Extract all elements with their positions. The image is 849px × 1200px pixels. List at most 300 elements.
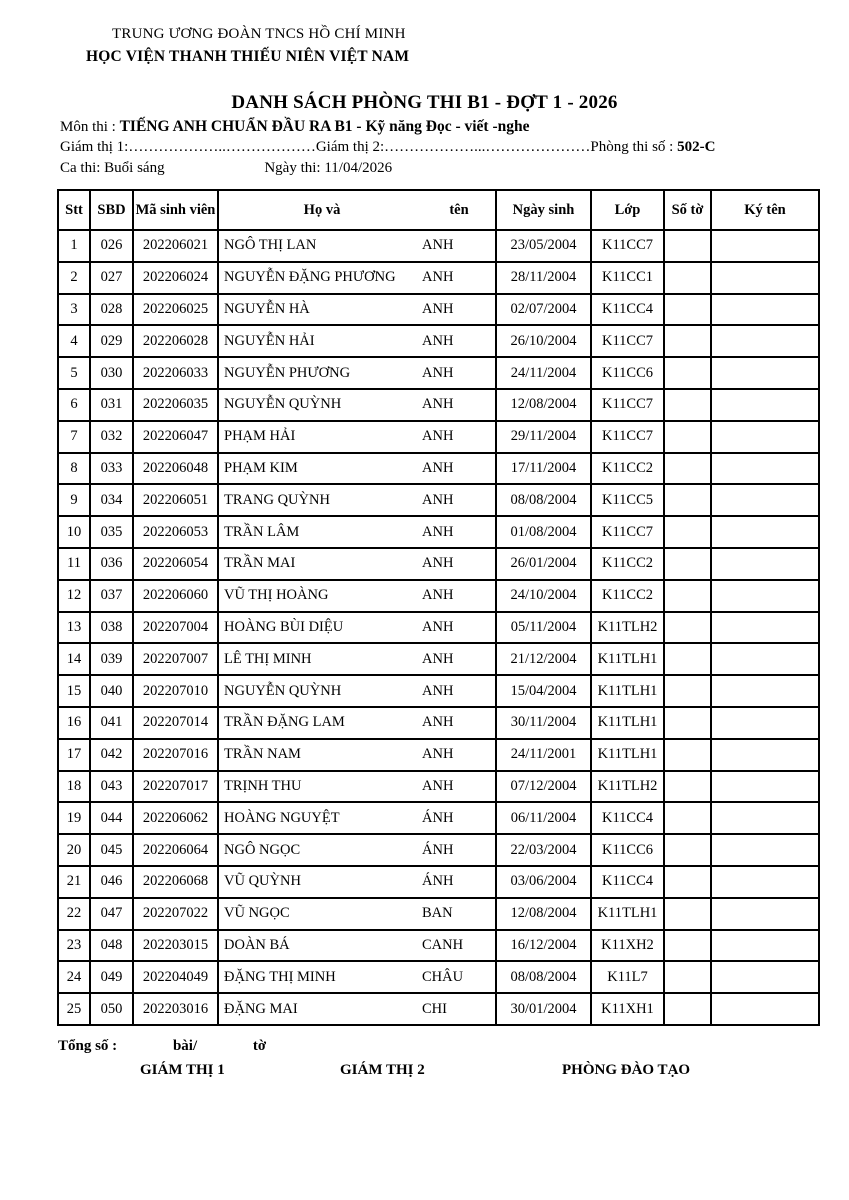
cell-ho: NGUYỄN HẢI <box>224 332 315 349</box>
table-row <box>58 325 819 357</box>
cell-full-name <box>218 230 496 262</box>
cell-signature <box>711 930 819 962</box>
cell-birthdate: 06/11/2004 <box>496 802 591 834</box>
col-header-birthdate: Ngày sinh <box>496 190 591 230</box>
cell-birthdate: 12/08/2004 <box>496 389 591 421</box>
cell-class: K11CC4 <box>591 802 664 834</box>
cell-full-name <box>218 325 496 357</box>
session-line <box>0 160 849 177</box>
cell-sbd: 041 <box>90 707 133 739</box>
cell-stt: 1 <box>58 230 90 262</box>
cell-stt: 21 <box>58 866 90 898</box>
cell-birthdate: 24/11/2001 <box>496 739 591 771</box>
table-row <box>58 516 819 548</box>
cell-class: K11CC5 <box>591 484 664 516</box>
cell-ho: TRẦN LÂM <box>224 523 300 540</box>
cell-sheet-count <box>664 580 711 612</box>
proctor2-signature-title: GIÁM THỊ 2 <box>340 1062 425 1078</box>
cell-birthdate: 01/08/2004 <box>496 516 591 548</box>
cell-birthdate: 05/11/2004 <box>496 612 591 644</box>
cell-birthdate: 26/10/2004 <box>496 325 591 357</box>
cell-student-id: 202207017 <box>133 771 218 803</box>
col-header-ho: Họ và <box>303 201 341 218</box>
cell-ten: ANH <box>422 650 454 667</box>
cell-ho: LÊ THỊ MINH <box>224 650 312 667</box>
table-row <box>58 262 819 294</box>
cell-student-id: 202206064 <box>133 834 218 866</box>
cell-ten: ANH <box>422 682 454 699</box>
cell-stt: 20 <box>58 834 90 866</box>
cell-ho: NGUYỄN ĐẶNG PHƯƠNG <box>224 269 396 286</box>
cell-birthdate: 08/08/2004 <box>496 484 591 516</box>
cell-full-name <box>218 357 496 389</box>
cell-signature <box>711 961 819 993</box>
cell-ho: TRANG QUỲNH <box>224 491 330 508</box>
cell-sheet-count <box>664 675 711 707</box>
cell-sheet-count <box>664 866 711 898</box>
cell-sbd: 037 <box>90 580 133 612</box>
cell-student-id: 202206068 <box>133 866 218 898</box>
cell-ten: ANH <box>422 523 454 540</box>
table-row <box>58 866 819 898</box>
cell-sheet-count <box>664 294 711 326</box>
cell-signature <box>711 357 819 389</box>
cell-class: K11TLH1 <box>591 739 664 771</box>
cell-signature <box>711 802 819 834</box>
cell-sbd: 026 <box>90 230 133 262</box>
cell-signature <box>711 484 819 516</box>
cell-full-name <box>218 771 496 803</box>
cell-class: K11TLH2 <box>591 612 664 644</box>
cell-sbd: 043 <box>90 771 133 803</box>
col-header-signature: Ký tên <box>711 190 819 230</box>
cell-signature <box>711 262 819 294</box>
cell-ten: ÁNH <box>422 841 454 858</box>
proctor1-signature-title: GIÁM THỊ 1 <box>140 1062 225 1078</box>
proctor2-label: Giám thị 2: <box>315 139 385 155</box>
total-line <box>0 1038 849 1055</box>
table-row <box>58 802 819 834</box>
col-header-student-id: Mã sinh viên <box>133 190 218 230</box>
cell-stt: 24 <box>58 961 90 993</box>
cell-sbd: 033 <box>90 453 133 485</box>
cell-stt: 23 <box>58 930 90 962</box>
cell-full-name <box>218 930 496 962</box>
cell-ho: TRỊNH THU <box>224 777 302 794</box>
cell-sbd: 046 <box>90 866 133 898</box>
table-row <box>58 548 819 580</box>
cell-signature <box>711 294 819 326</box>
cell-sbd: 029 <box>90 325 133 357</box>
col-header-full-name <box>218 190 496 230</box>
cell-sbd: 027 <box>90 262 133 294</box>
cell-ho: NGUYỄN HÀ <box>224 300 310 317</box>
cell-sheet-count <box>664 834 711 866</box>
subject-line <box>0 118 849 136</box>
cell-sbd: 048 <box>90 930 133 962</box>
cell-full-name <box>218 612 496 644</box>
cell-student-id: 202206021 <box>133 230 218 262</box>
cell-stt: 16 <box>58 707 90 739</box>
cell-stt: 15 <box>58 675 90 707</box>
cell-class: K11TLH1 <box>591 898 664 930</box>
cell-full-name <box>218 866 496 898</box>
cell-ho: NGUYỄN PHƯƠNG <box>224 364 351 381</box>
cell-stt: 22 <box>58 898 90 930</box>
cell-sheet-count <box>664 739 711 771</box>
cell-class: K11CC4 <box>591 866 664 898</box>
cell-ten: ANH <box>422 428 454 445</box>
cell-ho: ĐẶNG THỊ MINH <box>224 968 336 985</box>
org-parent-name: TRUNG ƯƠNG ĐOÀN TNCS HỒ CHÍ MINH <box>112 26 406 42</box>
proctor-line <box>0 139 849 156</box>
cell-class: K11CC2 <box>591 580 664 612</box>
cell-signature <box>711 453 819 485</box>
cell-full-name <box>218 707 496 739</box>
table-row <box>58 294 819 326</box>
cell-full-name <box>218 548 496 580</box>
table-row <box>58 961 819 993</box>
cell-ten: BAN <box>422 905 453 922</box>
session-value: Ca thi: Buổi sáng <box>60 160 165 176</box>
cell-birthdate: 24/11/2004 <box>496 357 591 389</box>
cell-stt: 8 <box>58 453 90 485</box>
cell-ten: ANH <box>422 714 454 731</box>
footer <box>0 1038 849 1084</box>
cell-birthdate: 24/10/2004 <box>496 580 591 612</box>
table-row <box>58 930 819 962</box>
cell-full-name <box>218 802 496 834</box>
table-row <box>58 389 819 421</box>
cell-stt: 17 <box>58 739 90 771</box>
cell-class: K11CC6 <box>591 834 664 866</box>
cell-ho: ĐẶNG MAI <box>224 1000 298 1017</box>
cell-stt: 19 <box>58 802 90 834</box>
cell-sbd: 038 <box>90 612 133 644</box>
table-row <box>58 707 819 739</box>
table-row <box>58 771 819 803</box>
cell-sheet-count <box>664 325 711 357</box>
student-table-body <box>58 230 819 1025</box>
cell-stt: 18 <box>58 771 90 803</box>
cell-ten: ANH <box>422 364 454 381</box>
table-row <box>58 421 819 453</box>
cell-ten: ANH <box>422 777 454 794</box>
cell-ten: ANH <box>422 491 454 508</box>
cell-student-id: 202206025 <box>133 294 218 326</box>
cell-ten: ANH <box>422 746 454 763</box>
cell-ten: ANH <box>422 332 454 349</box>
cell-sheet-count <box>664 898 711 930</box>
cell-birthdate: 03/06/2004 <box>496 866 591 898</box>
cell-signature <box>711 580 819 612</box>
subject-value: TIẾNG ANH CHUẨN ĐẦU RA B1 - Kỹ năng Đọc - viết -nghe <box>119 118 530 135</box>
cell-ten: ANH <box>422 396 454 413</box>
cell-stt: 7 <box>58 421 90 453</box>
cell-ho: NGÔ NGỌC <box>224 841 301 858</box>
cell-sbd: 047 <box>90 898 133 930</box>
table-row <box>58 230 819 262</box>
cell-student-id: 202207004 <box>133 612 218 644</box>
total-label: Tổng số : <box>58 1038 118 1054</box>
cell-student-id: 202206024 <box>133 262 218 294</box>
student-table <box>57 189 820 1026</box>
cell-birthdate: 12/08/2004 <box>496 898 591 930</box>
table-row <box>58 993 819 1025</box>
cell-birthdate: 15/04/2004 <box>496 675 591 707</box>
cell-full-name <box>218 580 496 612</box>
cell-full-name <box>218 993 496 1025</box>
cell-ho: TRẦN ĐẶNG LAM <box>224 714 345 731</box>
cell-signature <box>711 421 819 453</box>
cell-signature <box>711 230 819 262</box>
cell-student-id: 202207010 <box>133 675 218 707</box>
cell-sbd: 034 <box>90 484 133 516</box>
table-row <box>58 453 819 485</box>
cell-class: K11CC7 <box>591 230 664 262</box>
cell-sheet-count <box>664 389 711 421</box>
cell-sheet-count <box>664 453 711 485</box>
cell-stt: 5 <box>58 357 90 389</box>
cell-full-name <box>218 516 496 548</box>
cell-ho: HOÀNG NGUYỆT <box>224 809 340 826</box>
cell-signature <box>711 707 819 739</box>
cell-sbd: 049 <box>90 961 133 993</box>
cell-full-name <box>218 389 496 421</box>
cell-sheet-count <box>664 961 711 993</box>
cell-signature <box>711 739 819 771</box>
cell-stt: 4 <box>58 325 90 357</box>
cell-birthdate: 28/11/2004 <box>496 262 591 294</box>
cell-ho: VŨ NGỌC <box>224 905 290 922</box>
cell-student-id: 202206051 <box>133 484 218 516</box>
cell-birthdate: 16/12/2004 <box>496 930 591 962</box>
cell-ho: HOÀNG BÙI DIỆU <box>224 618 344 635</box>
cell-stt: 13 <box>58 612 90 644</box>
cell-sheet-count <box>664 421 711 453</box>
cell-sbd: 031 <box>90 389 133 421</box>
cell-sheet-count <box>664 707 711 739</box>
cell-sbd: 044 <box>90 802 133 834</box>
cell-sbd: 032 <box>90 421 133 453</box>
cell-ten: ANH <box>422 587 454 604</box>
table-row <box>58 643 819 675</box>
cell-signature <box>711 389 819 421</box>
table-row <box>58 898 819 930</box>
cell-student-id: 202206033 <box>133 357 218 389</box>
cell-class: K11XH2 <box>591 930 664 962</box>
cell-signature <box>711 866 819 898</box>
total-sheets-label: tờ <box>252 1038 267 1054</box>
cell-ten: CHI <box>422 1000 447 1017</box>
cell-student-id: 202203015 <box>133 930 218 962</box>
cell-stt: 3 <box>58 294 90 326</box>
cell-birthdate: 30/11/2004 <box>496 707 591 739</box>
cell-stt: 10 <box>58 516 90 548</box>
cell-signature <box>711 516 819 548</box>
cell-sbd: 040 <box>90 675 133 707</box>
col-header-sheet-count: Số tờ <box>664 190 711 230</box>
table-row <box>58 834 819 866</box>
subject-label: Môn thi : <box>60 119 116 135</box>
cell-ho: VŨ THỊ HOÀNG <box>224 587 329 604</box>
cell-student-id: 202207016 <box>133 739 218 771</box>
cell-birthdate: 08/08/2004 <box>496 961 591 993</box>
table-row <box>58 739 819 771</box>
cell-ho: PHẠM HẢI <box>224 428 296 445</box>
cell-ho: TRẦN NAM <box>224 746 301 763</box>
table-row <box>58 675 819 707</box>
cell-sheet-count <box>664 802 711 834</box>
cell-ten: ANH <box>422 459 454 476</box>
cell-ho: DOÀN BÁ <box>224 936 290 953</box>
cell-birthdate: 29/11/2004 <box>496 421 591 453</box>
cell-sbd: 028 <box>90 294 133 326</box>
cell-sheet-count <box>664 516 711 548</box>
cell-sheet-count <box>664 484 711 516</box>
training-office-signature-title: PHÒNG ĐÀO TẠO <box>562 1062 691 1078</box>
table-row <box>58 357 819 389</box>
cell-sheet-count <box>664 548 711 580</box>
cell-sheet-count <box>664 643 711 675</box>
cell-sbd: 036 <box>90 548 133 580</box>
cell-stt: 9 <box>58 484 90 516</box>
col-header-stt: Stt <box>58 190 90 230</box>
cell-class: K11XH1 <box>591 993 664 1025</box>
table-row <box>58 580 819 612</box>
cell-stt: 11 <box>58 548 90 580</box>
cell-ho: NGUYỄN QUỲNH <box>224 396 342 413</box>
cell-stt: 14 <box>58 643 90 675</box>
cell-sheet-count <box>664 612 711 644</box>
cell-birthdate: 02/07/2004 <box>496 294 591 326</box>
cell-student-id: 202206047 <box>133 421 218 453</box>
cell-birthdate: 21/12/2004 <box>496 643 591 675</box>
col-header-sbd: SBD <box>90 190 133 230</box>
cell-student-id: 202204049 <box>133 961 218 993</box>
cell-signature <box>711 993 819 1025</box>
cell-ten: ANH <box>422 300 454 317</box>
cell-birthdate: 26/01/2004 <box>496 548 591 580</box>
cell-birthdate: 07/12/2004 <box>496 771 591 803</box>
cell-student-id: 202207014 <box>133 707 218 739</box>
cell-sbd: 035 <box>90 516 133 548</box>
cell-student-id: 202206035 <box>133 389 218 421</box>
cell-sbd: 045 <box>90 834 133 866</box>
cell-ten: ANH <box>422 618 454 635</box>
cell-sbd: 050 <box>90 993 133 1025</box>
cell-ho: PHẠM KIM <box>224 459 298 476</box>
cell-birthdate: 17/11/2004 <box>496 453 591 485</box>
cell-full-name <box>218 739 496 771</box>
cell-full-name <box>218 961 496 993</box>
cell-signature <box>711 643 819 675</box>
cell-student-id: 202207022 <box>133 898 218 930</box>
page-title: DANH SÁCH PHÒNG THI B1 - ĐỢT 1 - 2026 <box>231 92 618 113</box>
proctor2-blank: ………………...………………… <box>384 139 591 155</box>
student-table-header <box>58 190 819 230</box>
cell-class: K11CC2 <box>591 453 664 485</box>
cell-ten: ANH <box>422 269 454 286</box>
cell-stt: 25 <box>58 993 90 1025</box>
cell-student-id: 202206048 <box>133 453 218 485</box>
cell-signature <box>711 771 819 803</box>
cell-student-id: 202206062 <box>133 802 218 834</box>
cell-ho: VŨ QUỲNH <box>224 873 301 890</box>
cell-ten: ANH <box>422 237 454 254</box>
cell-signature <box>711 675 819 707</box>
org-academy-name: HỌC VIỆN THANH THIẾU NIÊN VIỆT NAM <box>86 48 410 65</box>
cell-full-name <box>218 643 496 675</box>
cell-sbd: 042 <box>90 739 133 771</box>
cell-ho: TRẦN MAI <box>224 555 296 572</box>
cell-class: K11TLH1 <box>591 643 664 675</box>
cell-sheet-count <box>664 771 711 803</box>
room-label: Phòng thi số : <box>590 139 674 155</box>
cell-student-id: 202207007 <box>133 643 218 675</box>
cell-class: K11CC7 <box>591 421 664 453</box>
proctor1-blank: ………………..……………… <box>128 139 316 155</box>
cell-stt: 6 <box>58 389 90 421</box>
cell-sheet-count <box>664 357 711 389</box>
cell-class: K11CC7 <box>591 325 664 357</box>
cell-full-name <box>218 484 496 516</box>
total-papers-label: bài/ <box>172 1038 198 1054</box>
exam-date: Ngày thi: 11/04/2026 <box>264 160 393 176</box>
cell-ho: NGUYỄN QUỲNH <box>224 682 342 699</box>
cell-ten: ÁNH <box>422 873 454 890</box>
cell-sheet-count <box>664 930 711 962</box>
cell-ten: ÁNH <box>422 809 454 826</box>
cell-signature <box>711 898 819 930</box>
cell-full-name <box>218 453 496 485</box>
cell-ten: CANH <box>422 936 464 953</box>
cell-full-name <box>218 294 496 326</box>
proctor1-label: Giám thị 1: <box>60 139 129 155</box>
cell-birthdate: 22/03/2004 <box>496 834 591 866</box>
cell-ten: ANH <box>422 555 454 572</box>
cell-class: K11L7 <box>591 961 664 993</box>
cell-sheet-count <box>664 993 711 1025</box>
cell-ten: CHÂU <box>422 968 464 985</box>
cell-class: K11CC7 <box>591 389 664 421</box>
cell-class: K11CC2 <box>591 548 664 580</box>
cell-stt: 2 <box>58 262 90 294</box>
cell-signature <box>711 612 819 644</box>
cell-ho: NGÔ THỊ LAN <box>224 237 317 254</box>
table-row <box>58 612 819 644</box>
cell-student-id: 202206060 <box>133 580 218 612</box>
cell-full-name <box>218 421 496 453</box>
cell-class: K11TLH1 <box>591 675 664 707</box>
cell-student-id: 202206028 <box>133 325 218 357</box>
cell-full-name <box>218 262 496 294</box>
col-header-ten: tên <box>449 201 469 218</box>
cell-class: K11TLH1 <box>591 707 664 739</box>
cell-full-name <box>218 675 496 707</box>
cell-full-name <box>218 834 496 866</box>
signature-blocks <box>0 1062 849 1084</box>
cell-signature <box>711 834 819 866</box>
cell-signature <box>711 548 819 580</box>
cell-stt: 12 <box>58 580 90 612</box>
cell-birthdate: 30/01/2004 <box>496 993 591 1025</box>
cell-class: K11TLH2 <box>591 771 664 803</box>
cell-full-name <box>218 898 496 930</box>
cell-class: K11CC1 <box>591 262 664 294</box>
cell-signature <box>711 325 819 357</box>
cell-student-id: 202206053 <box>133 516 218 548</box>
